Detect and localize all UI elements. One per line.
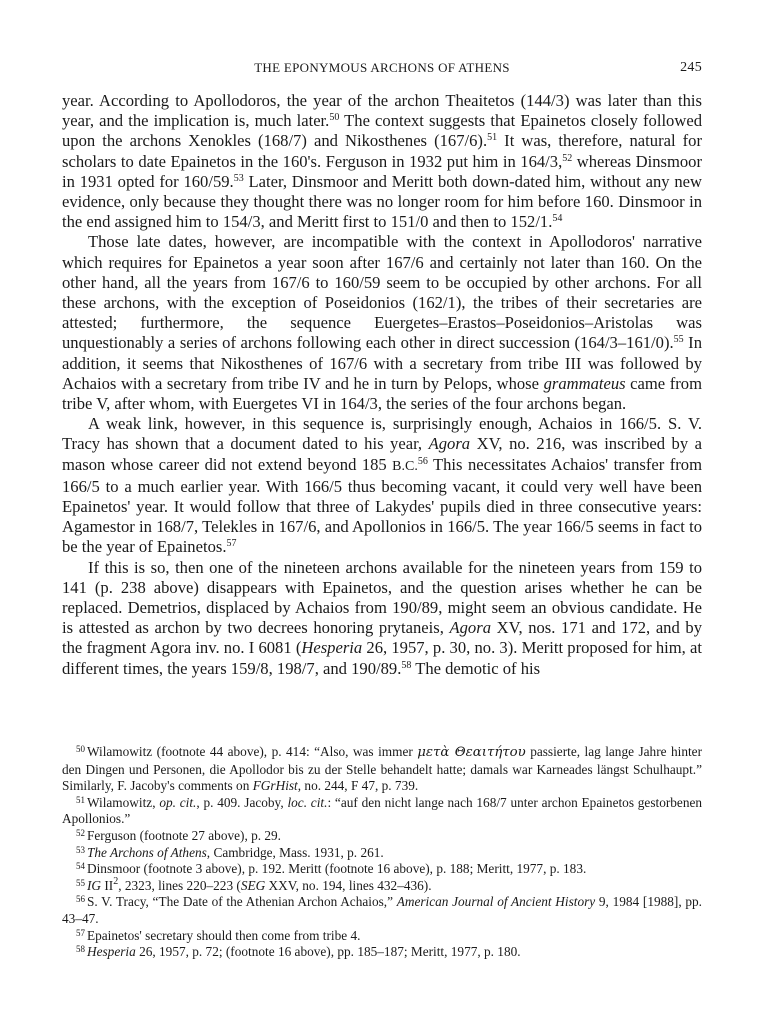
footnote-53: $^{53}$ The Archons of Athens, Cambridge, Mass. 1931, p. 261. xyxy=(76,844,384,860)
paragraph-4: If this is so, then one of the nineteen archons available for the nineteen years from 159 to 141 (p. 238 above) disappears with Epainetos, and the question arises whether he can be replaced. Demetrios, displaced by Achaios from 190/89, might seem an obvious candidate. He is attested as archon by two decrees honoring prytaneis, Agora XV, nos. 171 and 172, and by the fragment Agora inv. no. I 6081 (Hesperia 26, 1957, p. 30, no. 3). Meritt proposed for him, at different times, the years 159/8, 198/7, and 190/89.58 The demotic of his xyxy=(62,557,703,678)
footnote-ref-56: 56 xyxy=(417,455,428,467)
footnote-52: $^{52}$ Ferguson (footnote 27 above), p. 29. xyxy=(76,827,282,843)
footnote-56: $^{56}$ S. V. Tracy, “The Date of the Athenian Archon Achaios,” American Journal of Ancient History 9, 1984 [1988], pp. 43–47. xyxy=(62,894,702,926)
paragraph-1: year. According to Apollodoros, the year of the archon Theaitetos (144/3) was later than this year, and the implication is, much later.$^{50}$ The context suggests that Epainetos closely followed upon the archons Xenokles (168/7) and Nikosthenes (167/6).$^{51}$ It was, therefore, natural for scholars to date Epainetos in the 160's. Ferguson in 1932 put him in 164/3,52 whereas Dinsmoor in 1931 opted for 160/59.53 Later, Dinsmoor and Meritt both down-dated him, without any new evidence, only because they thought there was no longer room for him before 160. Dinsmoor in the end assigned him to 154/3, and Meritt first to 151/0 and then to 152/1.54 xyxy=(62,91,703,232)
footnote-51: $^{51}$ Wilamowitz, op. cit., p. 409. Jacoby, loc. cit.: “auf den nicht lange nach 168/7 unter archon Epainetos gestorbenen Apollonios.” xyxy=(62,794,703,827)
running-header xyxy=(62,60,702,80)
footnote-ref-50: 50 xyxy=(329,112,340,124)
footnote-58: $^{58}$ Hesperia 26, 1957, p. 72; (footnote 16 above), pp. 185–187; Meritt, 1977, p. 180. xyxy=(76,944,521,960)
footnote-55: $^{55}$ IG $II^2$, 2323, lines 220–223 (SEG XXV, no. 194, lines 432–436). xyxy=(76,875,432,893)
footnote-ref-55: 55 xyxy=(673,334,684,346)
main-text xyxy=(62,91,702,679)
footnote-ref-52: 52 xyxy=(562,152,573,164)
footnote-ref-53: 53 xyxy=(233,172,244,184)
footnote-50: $^{50}$ Wilamowitz (footnote 44 above), p. 414: “Also, was immer μετὰ Θεαιτήτου passierte, lag lange Jahre hinter den Dingen und Personen, die Apollodor bis zu der Stelle behandelt hatte; damals war Karneades längst Schulhaupt.” Similarly, F. Jacoby's comments on FGrHist, no. 244, F 47, p. 739. xyxy=(62,744,703,794)
footnote-57: $^{57}$ Epainetos' secretary should then come from tribe 4. xyxy=(76,927,361,943)
paragraph-3: A weak link, however, in this sequence is, surprisingly enough, Achaios in 166/5. S. V. Tracy has shown that a document dated to his year, Agora XV, no. 216, was inscribed by a mason whose career did not extend beyond 185 B.C.$^{56}$ This necessitates Achaios' transfer from 166/5 to a much earlier year. With 166/5 thus becoming vacant, it could very well have been Epainetos' year. It would follow that three of Lakydes' pupils died in three consecutive years: Agamestor in 168/7, Telekles in 167/6, and Apollonios in 166/5. The year 166/5 seems in fact to be the year of Epainetos.$^{57}$ xyxy=(62,414,702,557)
footnote-ref-58: 58 xyxy=(401,659,412,671)
footnotes xyxy=(62,744,702,961)
footnote-54: $^{54}$ Dinsmoor (footnote 3 above), p. 192. Meritt (footnote 16 above), p. 188; Meritt, 1977, p. 183. xyxy=(76,861,587,877)
running-title: THE EPONYMOUS ARCHONS OF ATHENS xyxy=(254,60,510,75)
page-number: 245 xyxy=(680,60,702,75)
footnote-ref-57: 57 xyxy=(226,538,237,550)
footnote-ref-54: 54 xyxy=(552,213,563,225)
footnote-ref-51: 51 xyxy=(487,132,498,144)
paragraph-2: Those late dates, however, are incompatible with the context in Apollodoros' narrative which requires for Epainetos a year soon after 167/6 and certainly not later than 160. On the other hand, all the years from 167/6 to 160/59 seem to be occupied by other archons. For all these archons, with the exception of Poseidonios (162/1), the tribes of their secretaries are attested; furthermore, the sequence Euergetes–Erastos–Poseidonios–Aristolas was unquestionably a series of archons following each other in direct succession (164/3–161/0).$^{55}$ In addition, it seems that Nikosthenes of 167/6 with a secretary from tribe III was followed by Achaios with a secretary from tribe IV and he in turn by Pelops, whose grammateus came from tribe V, after whom, with Euergetes VI in 164/3, the series of the four archons began. xyxy=(62,232,702,414)
